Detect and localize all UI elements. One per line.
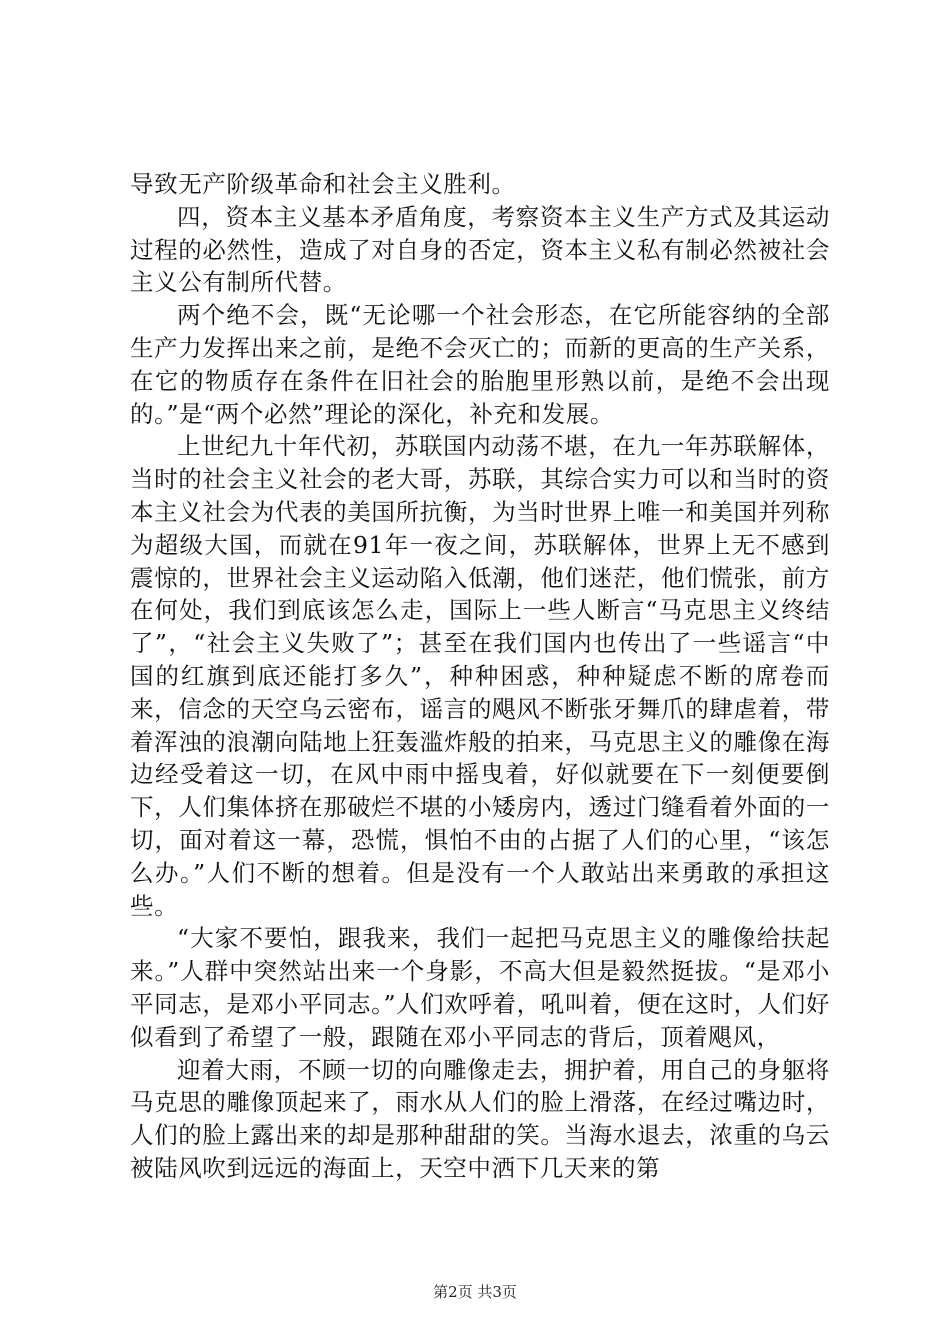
paragraph-4: 上世纪九十年代初，苏联国内动荡不堪，在九一年苏联解体，当时的社会主义社会的老大哥，苏联，其综合实力可以和当时的资本主义社会为代表的美国所抗衡，为当时世界上唯一和美国并列称为超级大国，而就在91年一夜之间，苏联解体，世界上无不感到震惊的，世界社会主义运动陷入低潮，他们迷茫，他们慌张，前方在何处，我们到底该怎么走，国际上一些人断言“马克思主义终结了”，“社会主义失败了”；甚至在我们国内也传出了一些谣言“中国的红旗到底还能打多久”，种种困惑，种种疑虑不断的席卷而来，信念的天空乌云密布，谣言的飓风不断张牙舞爪的肆虐着，带着浑浊的浪潮向陆地上狂轰滥炸般的拍来，马克思主义的雕像在海边经受着这一切，在风中雨中摇曳着，好似就要在下一刻便要倒下，人们集体挤在那破烂不堪的小矮房内，透过门缝看着外面的一切，面对着这一幕，恐慌，惧怕不由的占据了人们的心里，“该怎么办。”人们不断的想着。但是没有一个人敢站出来勇敢的承担这些。 (130, 432, 830, 920)
paragraph-5: “大家不要怕，跟我来，我们一起把马克思主义的雕像给扶起来。”人群中突然站出来一个身影，不高大但是毅然挺拔。“是邓小平同志，是邓小平同志。”人们欢呼着，吼叫着，便在这时，人们好似看到了希望了一般，跟随在邓小平同志的背后，顶着飓风， (130, 924, 830, 1051)
paragraph-1: 导致无产阶级革命和社会主义胜利。 (130, 170, 516, 198)
document-body (130, 168, 830, 1185)
page-footer: 第2页 共3页 (433, 1283, 517, 1301)
paragraph-2: 四，资本主义基本矛盾角度，考察资本主义生产方式及其运动过程的必然性，造成了对自身的否定，资本主义私有制必然被社会主义公有制所代替。 (130, 202, 830, 297)
paragraph-3: 两个绝不会，既“无论哪一个社会形态，在它所能容纳的全部生产力发挥出来之前，是绝不会灭亡的；而新的更高的生产关系，在它的物质存在条件在旧社会的胎胞里形熟以前，是绝不会出现的。”是“两个必然”理论的深化，补充和发展。 (130, 301, 830, 428)
paragraph-6: 迎着大雨，不顾一切的向雕像走去，拥护着，用自己的身躯将马克思的雕像顶起来了，雨水从人们的脸上滑落，在经过嘴边时，人们的脸上露出来的却是那种甜甜的笑。当海水退去，浓重的乌云被陆风吹到远远的海面上，天空中洒下几天来的第 (130, 1055, 830, 1182)
